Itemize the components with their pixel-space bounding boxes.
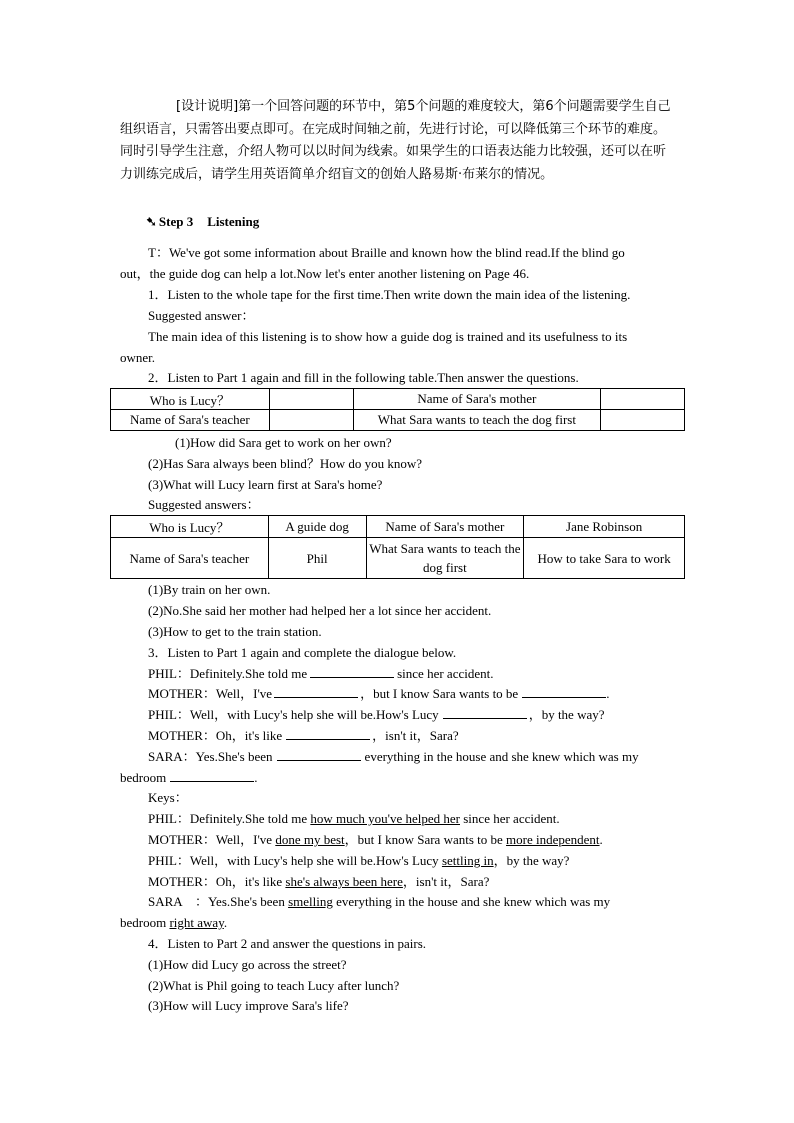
key-text: ，but I know Sara wants to be xyxy=(344,832,507,847)
task1-answer-line-2: owner. xyxy=(120,350,156,365)
dialogue-text: . xyxy=(254,770,258,785)
answer-blank xyxy=(170,769,254,782)
table-cell: Name of Sara's teacher xyxy=(111,538,269,579)
key-text: bedroom xyxy=(120,915,170,930)
task3-instruction: 3．Listen to Part 1 again and complete the dialogue below. xyxy=(148,645,457,660)
table-row xyxy=(111,516,685,538)
key-text: PHIL：Definitely.She told me xyxy=(148,811,311,826)
key-text: everything in the house and she knew which was my xyxy=(332,894,611,909)
dialogue-text: MOTHER：Well，I've xyxy=(148,686,273,701)
task4-question-3: (3)How will Lucy improve Sara's life? xyxy=(148,998,349,1013)
answer-blank xyxy=(286,727,370,740)
task2-question-2: (2)Has Sara always been blind？How do you know? xyxy=(148,456,423,471)
fill-in-table xyxy=(110,388,685,431)
step-number: Step 3 xyxy=(158,214,194,229)
step-heading xyxy=(146,214,259,230)
table-row xyxy=(111,410,685,431)
table-row xyxy=(111,389,685,410)
dialogue-text: since her accident. xyxy=(397,666,494,681)
dialogue-text: everything in the house and she knew which was my xyxy=(364,749,639,764)
table-cell: Name of Sara's mother xyxy=(366,516,524,538)
dialogue-line xyxy=(148,665,493,683)
answer-blank xyxy=(522,685,606,698)
key-answer: how much you've helped her xyxy=(310,811,460,826)
key-line xyxy=(148,852,569,870)
table-cell: Name of Sara's mother xyxy=(353,389,601,410)
task2-suggested-label: Suggested answers： xyxy=(148,497,260,512)
table-cell-blank xyxy=(601,410,685,431)
key-line xyxy=(148,831,603,849)
task2-question-3: (3)What will Lucy learn first at Sara's home? xyxy=(148,477,383,492)
table-cell: What Sara wants to teach the dog first xyxy=(353,410,601,431)
table-cell: A guide dog xyxy=(268,516,366,538)
table-cell-blank xyxy=(269,389,353,410)
key-text: MOTHER：Oh，it's like xyxy=(148,874,286,889)
table-cell: Name of Sara's teacher xyxy=(111,410,270,431)
dialogue-text: PHIL：Well，with Lucy's help she will be.How's Lucy xyxy=(148,707,439,722)
answer-blank xyxy=(310,665,394,678)
task2-instruction: 2．Listen to Part 1 again and fill in the following table.Then answer the questions. xyxy=(148,370,579,385)
table-cell-blank xyxy=(269,410,353,431)
task1-suggested-label: Suggested answer： xyxy=(148,308,255,323)
arrow-icon: ➷ xyxy=(146,214,157,229)
task2-question-1: (1)How did Sara get to work on her own? xyxy=(175,435,392,450)
dialogue-text: SARA：Yes.She's been xyxy=(148,749,273,764)
table-cell: Who is Lucy？ xyxy=(111,516,269,538)
table-cell: Phil xyxy=(268,538,366,579)
key-text: PHIL：Well，with Lucy's help she will be.How's Lucy xyxy=(148,853,442,868)
key-text: ，isn't it，Sara? xyxy=(402,874,490,889)
task2-answer-3: (3)How to get to the train station. xyxy=(148,624,322,639)
dialogue-text: PHIL：Definitely.She told me xyxy=(148,666,308,681)
dialogue-line xyxy=(148,685,609,703)
table-row xyxy=(111,538,685,579)
key-text: since her accident. xyxy=(460,811,560,826)
task4-instruction: 4．Listen to Part 2 and answer the questions in pairs. xyxy=(148,936,427,951)
task2-answer-1: (1)By train on her own. xyxy=(148,582,271,597)
dialogue-line xyxy=(120,769,257,787)
dialogue-line xyxy=(148,706,605,724)
dialogue-text: . xyxy=(606,686,610,701)
table-cell: How to take Sara to work xyxy=(524,538,685,579)
intro-line-1: T：We've got some information about Braille and known how the blind read.If the blind go xyxy=(148,245,625,260)
task1-answer-line-1: The main idea of this listening is to show how a guide dog is trained and its usefulness to its xyxy=(148,329,628,344)
table-cell-blank xyxy=(601,389,685,410)
task2-answer-2: (2)No.She said her mother had helped her a lot since her accident. xyxy=(148,603,492,618)
table-cell: Who is Lucy？ xyxy=(111,389,270,410)
dialogue-text: bedroom xyxy=(120,770,167,785)
dialogue-text: ，but I know Sara wants to be xyxy=(360,686,519,701)
task4-question-2: (2)What is Phil going to teach Lucy after lunch? xyxy=(148,978,400,993)
step-title: Listening xyxy=(207,214,260,229)
table-cell: What Sara wants to teach the dog first xyxy=(366,538,524,579)
task4-question-1: (1)How did Lucy go across the street? xyxy=(148,957,347,972)
key-line xyxy=(148,810,560,828)
key-answer: she's always been here xyxy=(285,874,403,889)
key-answer: done my best xyxy=(275,832,345,847)
table-cell: Jane Robinson xyxy=(524,516,685,538)
key-line xyxy=(120,914,227,932)
key-text: ，by the way? xyxy=(493,853,570,868)
answer-table xyxy=(110,515,685,579)
key-line xyxy=(148,893,610,911)
answer-blank xyxy=(274,685,358,698)
key-answer: more independent xyxy=(506,832,600,847)
dialogue-text: ，isn't it，Sara? xyxy=(372,728,459,743)
dialogue-text: ，by the way? xyxy=(528,707,605,722)
key-answer: settling in xyxy=(441,853,494,868)
intro-line-2: out，the guide dog can help a lot.Now let's enter another listening on Page 46. xyxy=(120,266,530,281)
key-text: . xyxy=(599,832,603,847)
dialogue-text: MOTHER：Oh，it's like xyxy=(148,728,283,743)
dialogue-line xyxy=(148,748,639,766)
key-line xyxy=(148,873,489,891)
task1-instruction: 1．Listen to the whole tape for the first time.Then write down the main idea of the listening. xyxy=(148,287,631,302)
key-text: MOTHER：Well，I've xyxy=(148,832,276,847)
dialogue-line xyxy=(148,727,459,745)
key-answer: smelling xyxy=(288,894,333,909)
answer-blank xyxy=(277,748,361,761)
key-text: SARA ：Yes.She's been xyxy=(148,894,289,909)
answer-blank xyxy=(443,706,527,719)
keys-label: Keys： xyxy=(148,790,188,805)
design-note: [设计说明]第一个回答问题的环节中，第5个问题的难度较大，第6个问题需要学生自己组织语言，只需答出要点即可。在完成时间轴之前，先进行讨论，可以降低第三个环节的难度。同时引导学生注意，介绍人物可以以时间为线索。如果学生的口语表达能力比较强，还可以在听力训练完成后，请学生用英语简单介绍盲文的创始人路易斯·布莱尔的情况。 xyxy=(120,99,671,182)
key-answer: right away xyxy=(169,915,224,930)
key-text: . xyxy=(223,915,228,930)
